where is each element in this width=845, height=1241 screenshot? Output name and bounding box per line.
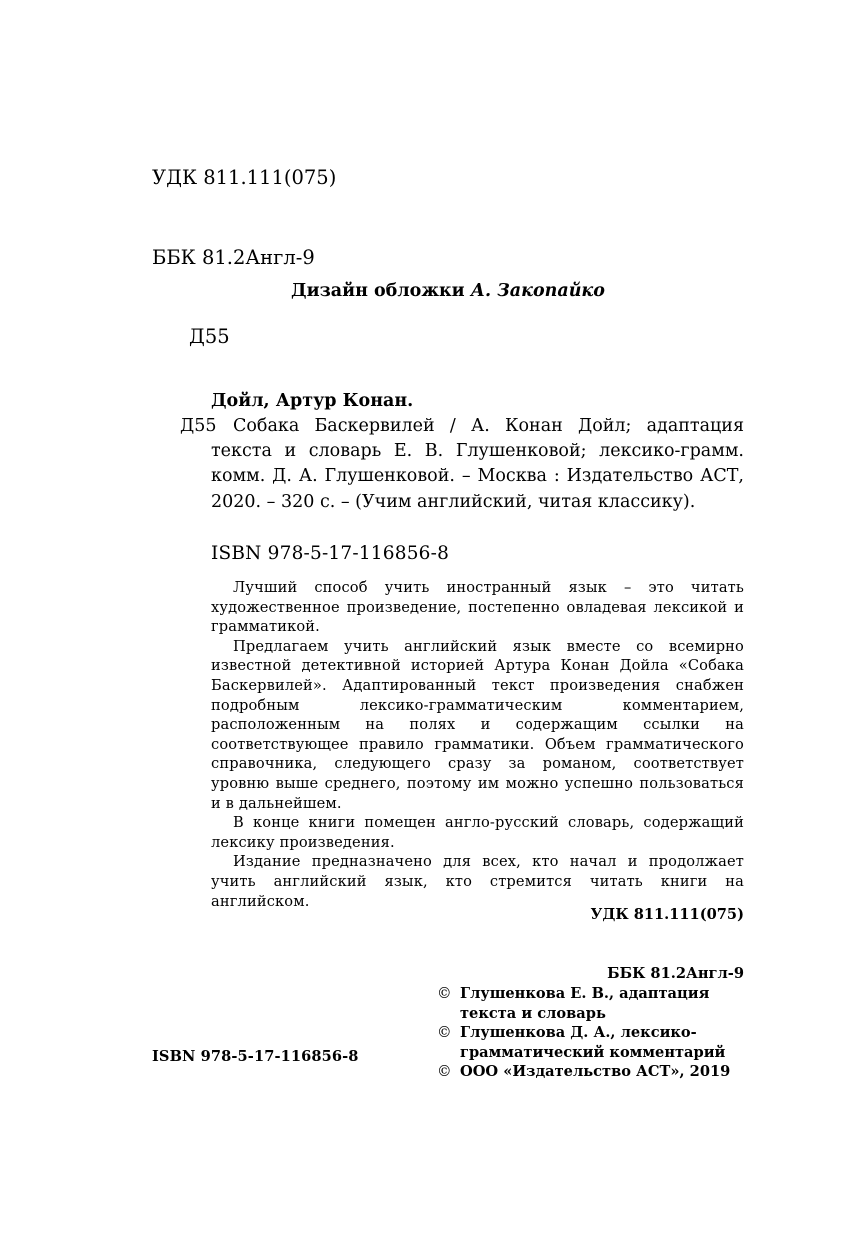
copyright-block — [437, 984, 747, 1082]
shelf-code-top: Д55 — [189, 325, 230, 348]
copyright-line — [437, 1023, 747, 1062]
cover-designer-name: А. Закопайко — [470, 281, 605, 301]
bbk-code-top: ББК 81.2Англ-9 — [152, 245, 315, 269]
udk-code-bottom: УДК 811.111(075) — [590, 906, 744, 923]
cover-designer-credit — [152, 281, 744, 301]
copyright-text: ООО «Издательство АСТ», 2019 — [460, 1063, 731, 1081]
copyright-icon: © — [437, 1024, 452, 1042]
biblio-shelf-mark: Д55 — [180, 416, 217, 436]
annotation-paragraph: Издание предназначено для всех, кто начал и продолжает учить английский язык, кто стремится читать книги на английском. — [211, 853, 744, 910]
annotation-block — [211, 578, 744, 911]
annotation-paragraph: В конце книги помещен англо-русский словарь, содержащий лексику произведения. — [211, 814, 744, 851]
classification-codes-top — [152, 112, 336, 404]
annotation-paragraph: Предлагаем учить английский язык вместе со всемирно известной детективной историей Артура Конан Дойла «Собака Баскервилей». Адаптированный текст произведения снабжен подробным лексико-грамматическим комментарием, расположенным на полях и содержащим ссылки на соответствующее правило грамматики. Объем грамматического справочника, следующего сразу за романом, соответствует уровню выше среднего, поэтому им можно успешно пользоваться и в дальнейшем. — [211, 637, 744, 812]
copyright-line — [437, 1062, 747, 1082]
biblio-author: Дойл, Артур Конан. — [211, 391, 414, 411]
biblio-description-text: Собака Баскервилей / А. Конан Дойл; адаптация текста и словарь Е. В. Глушенковой; лексико-грамм. комм. Д. А. Глушенковой. – Москва : Издательство АСТ, 2020. – 320 с. – (Учим английский, читая классику). — [211, 416, 744, 512]
isbn-main: ISBN 978-5-17-116856-8 — [211, 543, 450, 564]
isbn-bottom: ISBN 978-5-17-116856-8 — [152, 1048, 359, 1065]
bibliographic-description — [180, 389, 744, 515]
annotation-paragraph: Лучший способ учить иностранный язык – это читать художественное произведение, постепенно овладевая лексикой и грамматикой. — [211, 579, 744, 636]
biblio-body — [180, 414, 744, 515]
copyright-text: Глушенкова Д. А., лексико-грамматический комментарий — [460, 1024, 726, 1061]
cover-designer-label: Дизайн обложки — [291, 281, 471, 301]
bbk-code-bottom: ББК 81.2Англ-9 — [607, 964, 744, 982]
copyright-icon: © — [437, 985, 452, 1002]
udk-code-top: УДК 811.111(075) — [152, 166, 337, 189]
copyright-line — [437, 984, 747, 1023]
copyright-icon: © — [437, 1063, 452, 1081]
copyright-text: Глушенкова Е. В., адаптация текста и словарь — [460, 985, 710, 1022]
